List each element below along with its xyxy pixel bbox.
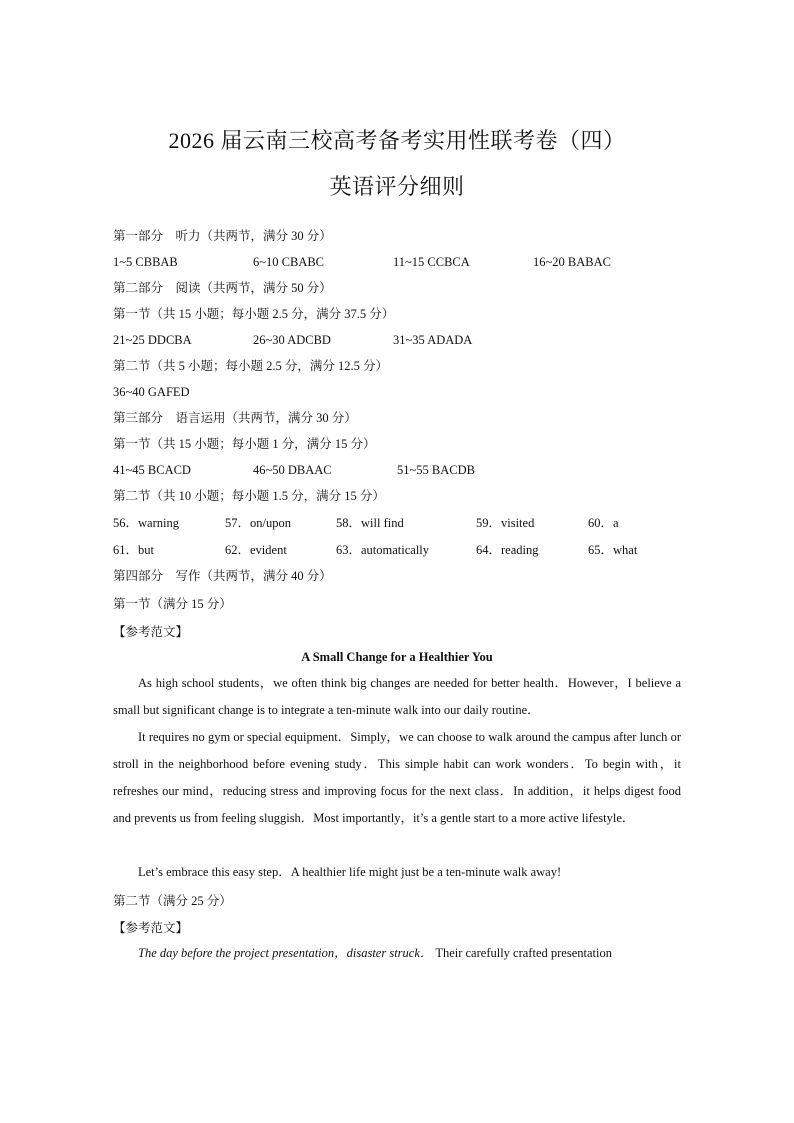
- part1-heading: 第一部分 听力（共两节，满分 30 分）: [113, 229, 332, 243]
- answer-group: 51~55 BACDB: [397, 463, 475, 477]
- fill-answer: 62．evident: [225, 543, 287, 557]
- fill-answer: 60．a: [588, 516, 619, 530]
- answer-group: 16~20 BABAC: [533, 255, 611, 269]
- document-title: 2026 届云南三校高考备考实用性联考卷（四）: [168, 128, 626, 153]
- part4-section1-heading: 第一节（满分 15 分）: [113, 597, 232, 611]
- answer-group: 1~5 CBBAB: [113, 255, 178, 269]
- fill-answer: 58．will find: [336, 516, 404, 530]
- answer-group: 31~35 ADADA: [393, 333, 473, 347]
- answer-group: 6~10 CBABC: [253, 255, 325, 269]
- part2-section2-heading: 第二节（共 5 小题；每小题 2.5 分，满分 12.5 分）: [113, 359, 389, 373]
- fill-answer: 61．but: [113, 543, 154, 557]
- reference-essay-label: 【参考范文】: [113, 625, 189, 639]
- answer-group: 11~15 CCBCA: [393, 255, 470, 269]
- fill-answer: 65．what: [588, 543, 638, 557]
- essay-paragraph: [113, 940, 681, 967]
- essay-title: A Small Change for a Healthier You: [301, 650, 493, 664]
- answer-group: 46~50 DBAAC: [253, 463, 332, 477]
- fill-answer: 59．visited: [476, 516, 535, 530]
- part2-section1-heading: 第一节（共 15 小题；每小题 2.5 分，满分 37.5 分）: [113, 307, 395, 321]
- fill-answer: 57．on/upon: [225, 516, 291, 530]
- reference-essay-label: 【参考范文】: [113, 921, 189, 935]
- fill-answer: 63．automatically: [336, 543, 430, 557]
- essay-paragraph: As high school students，we often think big changes are needed for better health．However，I believe a small but significant change is to integrate a ten-minute walk into our daily routine．: [113, 676, 681, 717]
- part3-section2-heading: 第二节（共 10 小题；每小题 1.5 分，满分 15 分）: [113, 489, 385, 503]
- essay-paragraph: It requires no gym or special equipment．Simply，we can choose to walk around the campus after lunch or stroll in the neighborhood before evening study．This simple habit can work wonders．To begin with，it refreshes our mind，reducing stress and improving focus for the next class．In addition，it helps digest food and prevents us from feeling sluggish．Most importantly，it’s a gentle start to a more active lifestyle．: [113, 730, 681, 825]
- part3-section1-heading: 第一节（共 15 小题；每小题 1 分，满分 15 分）: [113, 437, 376, 451]
- answer-group: 26~30 ADCBD: [253, 333, 331, 347]
- part4-heading: 第四部分 写作（共两节，满分 40 分）: [113, 569, 332, 583]
- continuation-text: Their carefully crafted presentation: [435, 946, 612, 960]
- part3-heading: 第三部分 语言运用（共两节，满分 30 分）: [113, 411, 357, 425]
- answer-group: 36~40 GAFED: [113, 385, 190, 399]
- answer-group: 41~45 BCACD: [113, 463, 191, 477]
- part4-section2-heading: 第二节（满分 25 分）: [113, 894, 232, 908]
- answer-group: 21~25 DDCBA: [113, 333, 192, 347]
- essay-paragraph: Let’s embrace this easy step．A healthier life might just be a ten-minute walk away!: [138, 865, 562, 879]
- given-opening-sentence: The day before the project presentation，disaster struck．: [138, 946, 433, 960]
- fill-answer: 56．warning: [113, 516, 179, 530]
- document-subtitle: 英语评分细则: [329, 174, 465, 199]
- part2-heading: 第二部分 阅读（共两节，满分 50 分）: [113, 281, 332, 295]
- fill-answer: 64．reading: [476, 543, 539, 557]
